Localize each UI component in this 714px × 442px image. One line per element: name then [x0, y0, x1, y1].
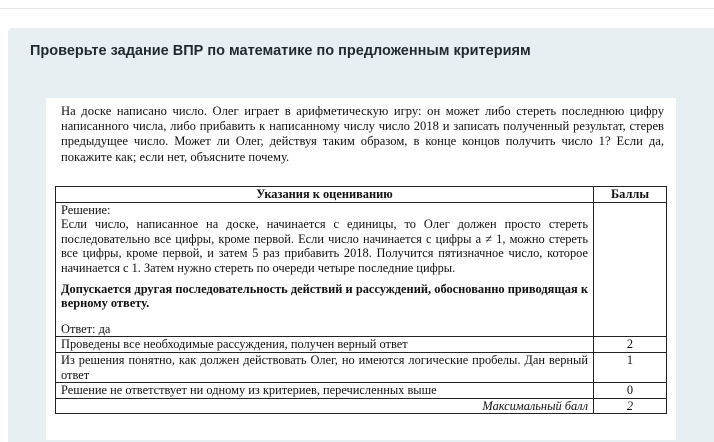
solution-text: Если число, написанное на доске, начинается с единицы, то Олег должен просто стереть последовательно все цифры, кроме первой. Если число начинается с цифры a ≠ 1, можно стереть все цифры, кроме первой, и затем 5 раз прибавить 2018. Получится пятизначное число, которое начинается с 1. Затем нужно стереть по очереди четыре последние цифры.	[61, 217, 588, 275]
max-score-label: Максимальный балл	[56, 398, 594, 414]
grading-note: Допускается другая последовательность действий и рассуждений, обоснованно приводящая к верному ответу.	[61, 281, 588, 311]
criteria-text: Решение не ответствует ни одному из критериев, перечисленных выше	[56, 383, 594, 399]
criteria-table	[55, 186, 667, 414]
top-divider	[0, 0, 714, 9]
criteria-header: Указания к оцениванию	[56, 187, 594, 203]
criteria-score: 0	[594, 383, 667, 399]
score-header: Баллы	[594, 187, 667, 203]
criteria-row	[56, 383, 667, 399]
max-score-value: 2	[594, 398, 667, 414]
task-title: Проверьте задание ВПР по математике по предложенным критериям	[30, 43, 531, 59]
solution-score-cell	[594, 202, 667, 337]
criteria-text: Из решения понятно, как должен действовать Олег, но имеются логические пробелы. Дан верный ответ	[56, 352, 594, 382]
task-image	[46, 98, 676, 440]
criteria-text: Проведены все необходимые рассуждения, получен верный ответ	[56, 337, 594, 353]
max-score-row	[56, 398, 667, 414]
solution-answer: Ответ: да	[61, 321, 111, 336]
solution-cell	[56, 202, 594, 337]
criteria-score: 2	[594, 337, 667, 353]
criteria-row	[56, 337, 667, 353]
criteria-row	[56, 352, 667, 382]
solution-label: Решение:	[61, 202, 111, 217]
problem-statement: На доске написано число. Олег играет в арифметическую игру: он может либо стереть последнюю цифру написанного числа, либо прибавить к написанному числу число 2018 и записать полученный результат, стерев предыдущее число. Может ли Олег, действуя таким образом, в конце концов получить число 1? Если да, покажите как; если нет, объясните почему.	[61, 104, 664, 164]
criteria-header-row	[56, 187, 667, 203]
task-card	[8, 28, 714, 442]
criteria-score: 1	[594, 352, 667, 382]
solution-row	[56, 202, 667, 337]
